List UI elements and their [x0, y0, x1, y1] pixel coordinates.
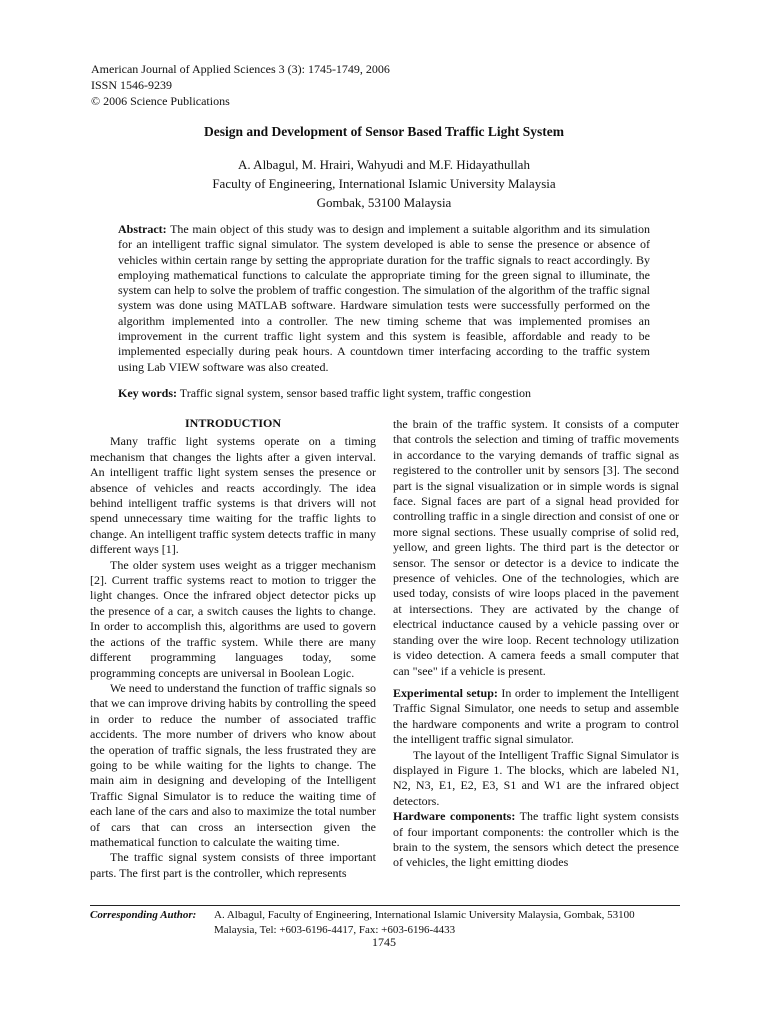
intro-paragraph-1: Many traffic light systems operate on a timing mechanism that changes the lights after a given interval. An intelligent traffic light system senses the presence or absence of vehicles and reacts accordingly. The idea behind intelligent traffic systems is that drivers will not spend unnecessary time waiting for the traffic lights to change. An intelligent traffic system detects traffic in many different ways [1].: [90, 434, 376, 557]
footnote-line-1: [90, 908, 680, 923]
right-paragraph-1: the brain of the traffic system. It consists of a computer that controls the selection and timing of traffic movements in accordance to the varying demands of traffic signal as registered to the controller unit by sensors [3]. The second part is the signal visualization or in simple words is signal face. Signal faces are part of a signal head provided for controlling traffic in a single direction and consist of one or more signal sections. These usually comprise of solid red, yellow, and green lights. The third part is the detector or sensor. The sensor or detector is a device to indicate the presence of vehicles. One of the technologies, which are used today, consists of wire loops placed in the pavement at intersections. They are activated by the change of electrical inductance caused by a vehicle passing over or standing over the wire loop. Recent technology utilization is video detection. A camera feeds a small computer that can "see" if a vehicle is present.: [393, 417, 679, 678]
hardware-components-paragraph: [393, 809, 679, 871]
hardware-components-text: The traffic light system consists of four important components: the controller which is the brain to the system, the sensors which detect the presence of vehicles, the light emitting diodes: [393, 809, 679, 870]
intro-paragraph-4: The traffic signal system consists of three important parts. The first part is the controller, which represents: [90, 850, 376, 880]
footnote-divider: [90, 905, 680, 906]
hardware-components-label: Hardware components:: [393, 809, 516, 824]
abstract-label: Abstract:: [118, 222, 167, 236]
abstract-text: The main object of this study was to design and implement a suitable algorithm and its simulation for an intelligent traffic signal simulator. The system developed is able to sense the presence or absence of vehicles within certain range by setting the appropriate duration for the traffic signals to react accordingly. By employing mathematical functions to calculate the appropriate timing for the green signal to illuminate, the system can help to solve the problem of traffic congestion. The simulation of the algorithm of the traffic signal system was done using MATLAB software. Hardware simulation tests were successfully performed on the algorithm implemented into a controller. The new timing scheme that was implemented promises an improvement in the current traffic light system and this system is feasible, affordable and ready to be implemented especially during peak hours. A countdown timer interfacing according to the traffic system using Lab VIEW software was also created.: [118, 222, 650, 374]
intro-paragraph-3: We need to understand the function of traffic signals so that we can improve driving habits by controlling the speed in order to reduce the number of associated traffic accidents. The more number of drivers who know about the operation of traffic signals, the less frustrated they are going to be while waiting for the lights to change. The main aim in designing and developing of the Intelligent Traffic Signal Simulator is to reduce the waiting time of each lane of the cars and also to maximize the total number of cars that can cross an intersection given the mathematical function to calculate the waiting time.: [90, 680, 376, 849]
author-location: Gombak, 53100 Malaysia: [316, 195, 452, 210]
journal-issn: ISSN 1546-9239: [91, 78, 173, 92]
corresponding-author-line-2: Malaysia, Tel: +603-6196-4417, Fax: +603-6196-4433: [214, 923, 456, 936]
keywords-label: Key words:: [118, 386, 177, 400]
journal-header: [91, 61, 390, 109]
experimental-setup-text: In order to implement the Intelligent Traffic Signal Simulator, one needs to setup and assemble the hardware components and write a program to control the intelligent traffic signal simulator.: [393, 685, 679, 747]
intro-paragraph-2: The older system uses weight as a trigger mechanism [2]. Current traffic systems react to motion to trigger the light changes. Once the infrared object detector picks up the presence of a car, a switch causes the lights to change. In order to accomplish this, algorithms are used to govern the actions of the traffic system. While there are many different programming languages today, some programming concepts are universal in Boolean Logic.: [90, 557, 376, 680]
experimental-setup-paragraph: [393, 686, 679, 748]
page-number: 1745: [372, 935, 396, 949]
corresponding-author-label: Corresponding Author:: [90, 909, 197, 921]
section-heading-introduction: INTRODUCTION: [184, 416, 281, 430]
keywords-text: Traffic signal system, sensor based traffic light system, traffic congestion: [179, 386, 531, 400]
journal-copyright: © 2006 Science Publications: [91, 94, 230, 108]
author-names: A. Albagul, M. Hrairi, Wahyudi and M.F. Hidayathullah: [238, 157, 530, 172]
abstract: [118, 222, 650, 375]
left-column: [90, 416, 376, 881]
keywords: [118, 386, 658, 401]
journal-citation: American Journal of Applied Sciences 3 (3): 1745-1749, 2006: [91, 62, 390, 76]
author-block: [0, 155, 768, 212]
right-column: [393, 417, 679, 871]
layout-paragraph: The layout of the Intelligent Traffic Signal Simulator is displayed in Figure 1. The blocks, which are labeled N1, N2, N3, E1, E2, E3, S1 and W1 are the infrared object detectors.: [393, 747, 679, 808]
corresponding-author-line-1: A. Albagul, Faculty of Engineering, International Islamic University Malaysia, Gombak, 53100: [214, 909, 635, 921]
corresponding-author-footnote: [90, 908, 680, 937]
paper-title: Design and Development of Sensor Based Traffic Light System: [203, 124, 564, 139]
author-affiliation: Faculty of Engineering, International Islamic University Malaysia: [212, 176, 556, 191]
experimental-setup-label: Experimental setup:: [393, 685, 498, 700]
